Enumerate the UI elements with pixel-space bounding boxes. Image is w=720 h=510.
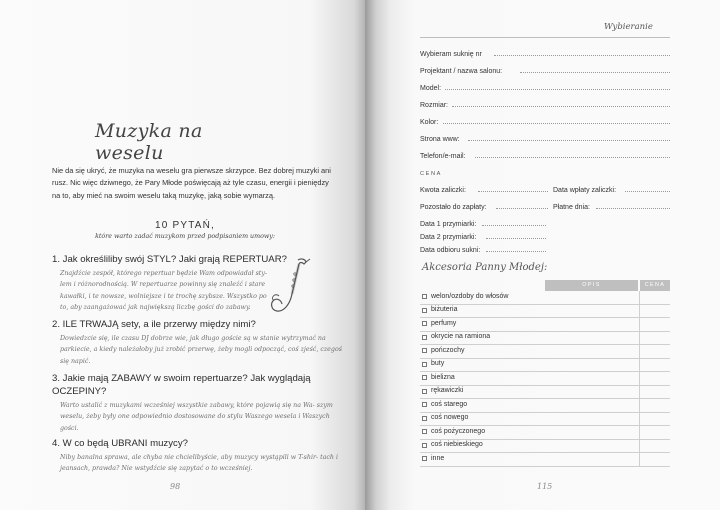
field-label: Data 1 przymiarki: <box>420 221 477 228</box>
question-title: 3. Jakie mają ZABAWY w swoim repertuarze? Jak wyglądają OCZEPINY? <box>52 373 311 397</box>
question-item <box>52 437 342 475</box>
accessory-name: okrycie na ramiona <box>431 333 491 340</box>
checkbox[interactable] <box>422 348 427 353</box>
table-row <box>420 453 670 467</box>
checkbox[interactable] <box>422 335 427 340</box>
form-field <box>420 149 670 161</box>
question-title: 1. Jak określiliby swój STYL? Jaki grają REPERTUAR? <box>52 254 287 265</box>
field-label: Telefon/e-mail: <box>420 153 466 160</box>
form-field <box>420 217 670 229</box>
price-section-label <box>420 166 670 178</box>
table-row <box>420 305 670 319</box>
table-row <box>420 359 670 373</box>
accessory-name: rękawiczki <box>431 387 464 394</box>
field-dotted-line <box>475 157 670 158</box>
form-field <box>420 200 548 212</box>
column-divider <box>639 305 640 319</box>
form-field <box>420 183 548 195</box>
accessory-name: coś pożyczonego <box>431 427 486 435</box>
checkbox[interactable] <box>422 443 427 448</box>
checkbox[interactable] <box>422 294 427 299</box>
field-dotted-line <box>445 89 670 90</box>
question-answer: Dowiedzcie się, ile czasu DJ dobrze wie, jak długo goście są w stanie wytrzymać na parkiecie, a kiedy należałoby już zrobić przerwę, żeby mogli odpocząć, coś zjeść, czegoś się napić. <box>60 335 342 365</box>
field-dotted-line <box>520 72 670 73</box>
column-divider <box>639 345 640 359</box>
table-row <box>420 332 670 346</box>
accessory-name: coś nowego <box>431 414 469 421</box>
field-label: Płatne dnia: <box>553 204 590 211</box>
column-divider <box>639 359 640 373</box>
accessory-name: welon/ozdoby do włosów <box>431 292 509 300</box>
accessory-name: coś starego <box>431 400 468 408</box>
table-row <box>420 372 670 386</box>
price-label: CENA <box>420 171 442 177</box>
column-divider <box>639 399 640 413</box>
field-dotted-line <box>478 191 548 192</box>
table-row <box>420 318 670 332</box>
table-row <box>420 413 670 427</box>
field-label: Pozostało do zapłaty: <box>420 204 487 211</box>
form-field <box>420 115 670 127</box>
field-dotted-line <box>486 251 546 252</box>
field-label: Kwota zaliczki: <box>420 187 466 194</box>
form-field <box>420 64 670 76</box>
field-dotted-line <box>496 208 548 209</box>
table-row <box>420 345 670 359</box>
column-divider <box>639 318 640 332</box>
column-divider <box>639 372 640 386</box>
field-label: Wybieram suknię nr <box>420 51 482 58</box>
field-label: Strona www: <box>420 136 460 143</box>
form-field <box>553 183 670 195</box>
column-divider <box>639 413 640 427</box>
column-header-cena: CENA <box>640 280 670 291</box>
form-field <box>420 98 670 110</box>
field-label: Kolor: <box>420 119 439 126</box>
field-label: Model: <box>420 85 442 92</box>
checkbox[interactable] <box>422 402 427 407</box>
table-header-row <box>420 280 670 291</box>
table-row <box>420 399 670 413</box>
table-row <box>420 291 670 305</box>
checkbox[interactable] <box>422 389 427 394</box>
accessory-name: buty <box>431 360 445 367</box>
form-field <box>553 200 670 212</box>
checkbox[interactable] <box>422 375 427 380</box>
field-dotted-line <box>494 55 670 56</box>
field-label: Rozmiar: <box>420 102 449 109</box>
form-field <box>420 230 670 242</box>
questions-heading <box>60 220 310 240</box>
table-row <box>420 440 670 454</box>
checkbox[interactable] <box>422 308 427 313</box>
column-divider <box>639 332 640 346</box>
accessory-name: inne <box>431 454 445 462</box>
question-title: 2. ILE TRWAJĄ sety, a ile przerwy między nimi? <box>52 319 256 330</box>
accessory-name: bielizna <box>431 373 455 381</box>
question-answer: Niby banalna sprawa, ale chyba nie chcielibyście, aby muzycy wystąpili w T-shir- tach i jeansach, prawda? Nie wstydźcie się zapytać o to wcześniej. <box>60 454 338 473</box>
intro-paragraph: Nie da się ukryć, że muzyka na weselu gra pierwsze skrzypce. Bez dobrej muzyki ani rusz. Nic więc dziwnego, że Pary Młode poświęcają aż tyle czasu, energii i pieniędzy na to, aby mieć na swoim weselu taką muzykę, jaką sobie wymarzą. <box>52 166 331 200</box>
column-divider <box>639 453 640 467</box>
question-title: 4. W co będą UBRANI muzycy? <box>52 438 188 449</box>
accessories-table <box>420 280 670 467</box>
form-field <box>420 81 670 93</box>
questions-count: 10 PYTAŃ, <box>154 220 216 231</box>
question-item <box>52 318 342 367</box>
checkbox[interactable] <box>422 362 427 367</box>
accessories-title: Akcesoria Panny Młodej: <box>422 262 548 273</box>
form-field <box>420 132 670 144</box>
accessory-name: pończochy <box>431 346 465 354</box>
table-row <box>420 386 670 400</box>
column-divider <box>639 426 640 440</box>
checkbox[interactable] <box>422 416 427 421</box>
field-dotted-line <box>625 191 670 192</box>
field-dotted-line <box>443 123 670 124</box>
question-item <box>52 372 342 434</box>
field-label: Data odbioru sukni: <box>420 247 481 254</box>
form-field <box>420 47 670 59</box>
checkbox[interactable] <box>422 429 427 434</box>
checkbox[interactable] <box>422 321 427 326</box>
question-answer: Znajdźcie zespół, którego repertuar będzie Wam odpowiadał sty- lem i różnorodnością. W repertuarze powinny się znaleźć i stare kawałki, i te nowsze, wolniejsze i te trochę szybsze. Wszystko po to, aby zaangażować jak największą liczbę gości do zabawy. <box>60 270 268 311</box>
column-header-opis: OPIS <box>545 280 638 291</box>
column-divider <box>639 440 640 454</box>
field-dotted-line <box>486 238 546 239</box>
field-dotted-line <box>596 208 670 209</box>
header-rule <box>420 37 670 38</box>
field-dotted-line <box>482 225 546 226</box>
page-number: 98 <box>170 482 181 491</box>
saxophone-illustration <box>268 256 312 318</box>
column-divider <box>639 291 640 305</box>
field-label: Projektant / nazwa salonu: <box>420 68 503 75</box>
section-header: Wybieranie <box>604 22 653 32</box>
accessory-name: perfumy <box>431 319 457 327</box>
field-label: Data 2 przymiarki: <box>420 234 477 241</box>
field-dotted-line <box>468 140 670 141</box>
column-divider <box>639 386 640 400</box>
field-label: Data wpłaty zaliczki: <box>553 187 617 194</box>
form-field <box>420 243 670 255</box>
accessory-name: biżuteria <box>431 306 458 313</box>
table-row <box>420 426 670 440</box>
questions-subheading: które warto zadać muzykom przed podpisaniem umowy: <box>95 233 275 240</box>
checkbox[interactable] <box>422 456 427 461</box>
field-dotted-line <box>452 106 670 107</box>
page-title: Muzyka na weselu <box>95 120 203 164</box>
question-answer: Warto ustalić z muzykami wcześniej wszystkie zabawy, które pojawią się na Wa- szym weselu, żeby były one odpowiednio dostosowane do stylu Waszego wesela i Waszych gości. <box>60 402 333 432</box>
page-number: 115 <box>537 482 553 491</box>
accessory-name: coś niebieskiego <box>431 441 483 448</box>
